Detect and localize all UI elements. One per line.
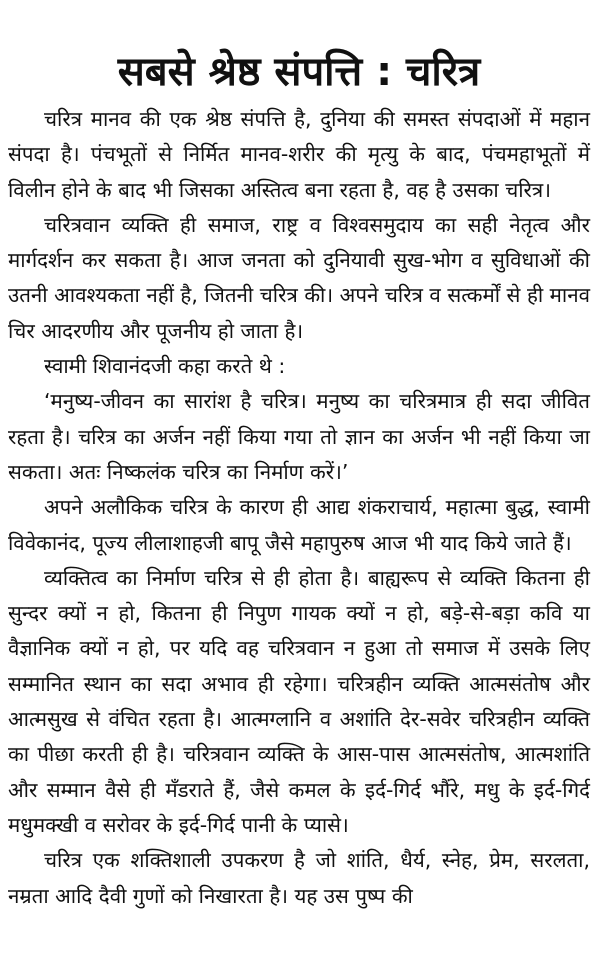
paragraph-6: व्यक्तित्व का निर्माण चरित्र से ही होता है। बाह्यरूप से व्यक्ति कितना ही सुन्दर क्यों न हो, कितना ही निपुण गायक क्यों न हो, बड़े-से-बड़ा कवि या वैज्ञानिक क्यों न हो, पर यदि वह चरित्रवान न हुआ तो समाज में उसके लिए सम्मानित स्थान का सदा अभाव ही रहेगा। चरित्रहीन व्यक्ति आत्मसंतोष और आत्मसुख से वंचित रहता है। आत्मग्लानि व अशांति देर-सवेर चरित्रहीन व्यक्ति का पीछा करती ही है। चरित्रवान व्यक्ति के आस-पास आत्मसंतोष, आत्मशांति और सम्मान वैसे ही मँडराते हैं, जैसे कमल के इर्द-गिर्द भौंरे, मधु के इर्द-गिर्द मधुमक्खी व सरोवर के इर्द-गिर्द पानी के प्यासे। xyxy=(8,565,590,837)
paragraph-3: स्वामी शिवानंदजी कहा करते थे : xyxy=(44,354,286,379)
quote-paragraph: ‘मनुष्य-जीवन का सारांश है चरित्र। मनुष्य का चरित्रमात्र ही सदा जीवित रहता है। चरित्र का अर्जन नहीं किया गया तो ज्ञान का अर्जन भी नहीं किया जा सकता। अतः निष्कलंक चरित्र का निर्माण करें।’ xyxy=(8,389,590,484)
paragraph-7: चरित्र एक शक्तिशाली उपकरण है जो शांति, धैर्य, स्नेह, प्रेम, सरलता, नम्रता आदि दैवी गुणों को निखारता है। यह उस पुष्प की xyxy=(8,848,590,908)
paragraph-5: अपने अलौकिक चरित्र के कारण ही आद्य शंकराचार्य, महात्मा बुद्ध, स्वामी विवेकानंद, पूज्य लीलाशाहजी बापू जैसे महापुरुष आज भी याद किये जाते हैं। xyxy=(8,495,590,555)
paragraph-2: चरित्रवान व्यक्ति ही समाज, राष्ट्र व विश्वसमुदाय का सही नेतृत्व और मार्गदर्शन कर सकता है। आज जनता को दुनियावी सुख-भोग व सुविधाओं की उतनी आवश्यकता नहीं है, जितनी चरित्र की। अपने चरित्र व सत्कर्मों से ही मानव चिर आदरणीय और पूजनीय हो जाता है। xyxy=(8,212,590,343)
paragraph-1: चरित्र मानव की एक श्रेष्ठ संपत्ति है, दुनिया की समस्त संपदाओं में महान संपदा है। पंचभूतों से निर्मित मानव-शरीर की मृत्यु के बाद, पंचमहाभूतों में विलीन होने के बाद भी जिसका अस्तित्व बना रहता है, वह है उसका चरित्र। xyxy=(8,107,590,202)
page-title: सबसे श्रेष्ठ संपत्ति : चरित्र xyxy=(117,49,481,95)
